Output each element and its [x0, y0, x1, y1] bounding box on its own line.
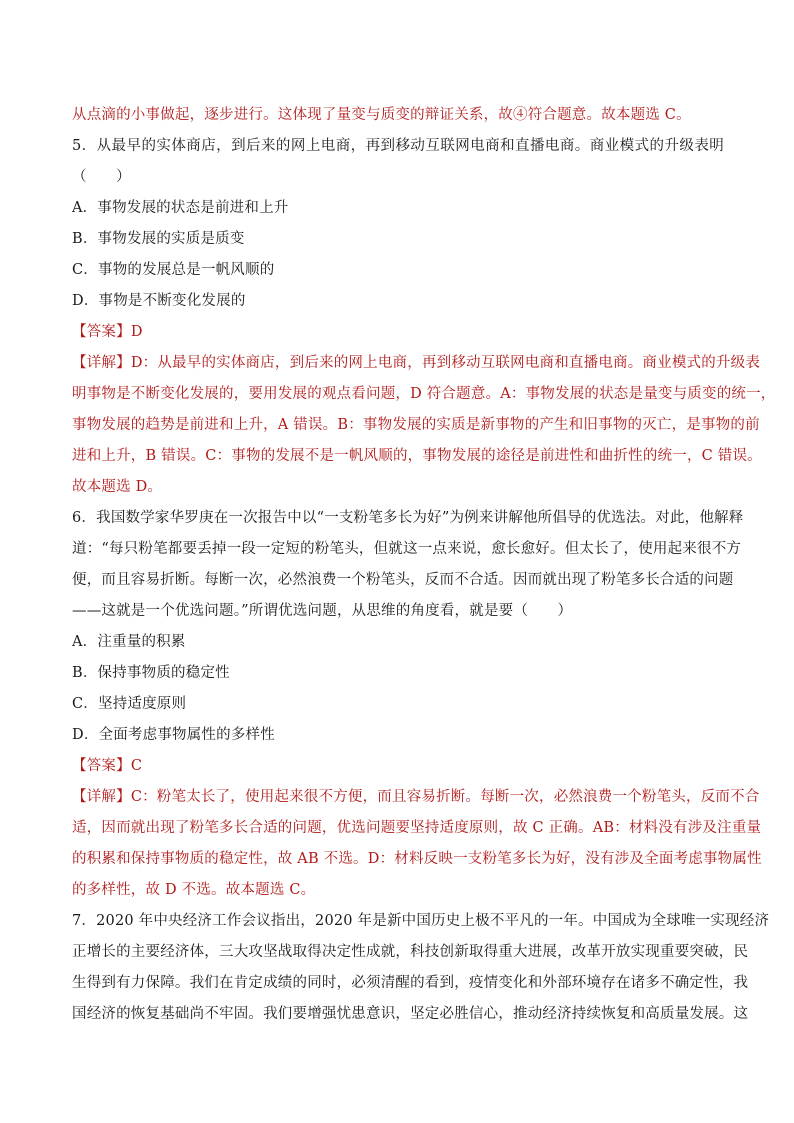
option-c: C．坚持适度原则 — [72, 696, 187, 712]
option-a: A．注重量的积累 — [72, 634, 186, 650]
document-page — [72, 100, 776, 1030]
detail-line: 进和上升，B 错误。C：事物的发展不是一帆风顺的，事物发展的途径是前进性和曲折性的统一，C 错误。 — [72, 448, 762, 464]
detail-line: 故本题选 D。 — [72, 479, 163, 495]
detail-tag: 【详解】 — [72, 355, 131, 371]
question-stem-line: 正增长的主要经济体，三大攻坚战取得决定性成就，科技创新取得重大进展，改革开放实现重要突破，民 — [72, 944, 749, 960]
question-stem-line: ——这就是一个优选问题。”所谓优选问题，从思维的角度看，就是要（ ） — [72, 603, 573, 619]
answer-line — [72, 317, 724, 348]
detail-line — [72, 782, 760, 813]
question-stem-line: 5．从最早的实体商店，到后来的网上电商，再到移动互联网电商和直播电商。商业模式的升级表明 — [72, 138, 724, 154]
option-b: B．事物发展的实质是质变 — [72, 231, 245, 247]
question-stem-line: 道：“每只粉笔都要丢掉一段一定短的粉笔头，但就这一点来说，愈长愈好。但太长了，使用起来很不方 — [72, 541, 742, 557]
detail-tag: 【详解】 — [72, 789, 131, 805]
detail-line — [72, 348, 761, 379]
answer-value: D — [130, 324, 143, 340]
option-a: A．事物发展的状态是前进和上升 — [72, 200, 289, 216]
answer-tag: 【答案】 — [72, 758, 131, 774]
option-b: B．保持事物质的稳定性 — [72, 665, 230, 681]
detail-text: C：粉笔太长了，使用起来很不方便，而且容易折断。每断一次，必然浪费一个粉笔头，反而不合 — [130, 789, 760, 805]
continuation-line: 从点滴的小事做起，逐步进行。这体现了量变与质变的辩证关系，故④符合题意。故本题选 C。 — [72, 107, 691, 123]
question-6 — [72, 503, 762, 906]
answer-value: C — [130, 758, 143, 774]
detail-line: 事物发展的趋势是前进和上升，A 错误。B：事物发展的实质是新事物的产生和旧事物的灭亡，是事物的前 — [72, 417, 760, 433]
detail-line: 的多样性，故 D 不选。故本题选 C。 — [72, 882, 316, 898]
question-stem-line: 国经济的恢复基础尚不牢固。我们要增强忧患意识，坚定必胜信心，推动经济持续恢复和高质量发展。这 — [72, 1006, 749, 1022]
question-stem-line: （ ） — [72, 169, 131, 185]
answer-line — [72, 751, 724, 782]
option-c: C．事物的发展总是一帆风顺的 — [72, 262, 275, 278]
detail-line: 的积累和保持事物质的稳定性，故 AB 不选。D：材料反映一支粉笔多长为好，没有涉及全面考虑事物属性 — [72, 851, 762, 867]
question-stem-line: 生得到有力保障。我们在肯定成绩的同时，必须清醒的看到，疫情变化和外部环境存在诸多不确定性，我 — [72, 975, 749, 991]
question-5 — [72, 131, 776, 503]
question-stem-line: 7．2020 年中央经济工作会议指出，2020 年是新中国历史上极不平凡的一年。中国成为全球唯一实现经济 — [72, 913, 770, 929]
detail-text: D：从最早的实体商店，到后来的网上电商，再到移动互联网电商和直播电商。商业模式的升级表 — [130, 355, 761, 371]
question-stem-line: 6．我国数学家华罗庚在一次报告中以“一支粉笔多长为好”为例来讲解他所倡导的优选法。对此，他解释 — [72, 510, 744, 526]
question-7 — [72, 906, 770, 1030]
option-d: D．事物是不断变化发展的 — [72, 293, 246, 309]
option-d: D．全面考虑事物属性的多样性 — [72, 727, 275, 743]
question-stem-line: 便，而且容易折断。每断一次，必然浪费一个粉笔头，反而不合适。因而就出现了粉笔多长合适的问题 — [72, 572, 734, 588]
answer-tag: 【答案】 — [72, 324, 131, 340]
detail-line: 适，因而就出现了粉笔多长合适的问题，优选问题要坚持适度原则，故 C 正确。AB：材料没有涉及注重量 — [72, 820, 762, 836]
detail-line: 明事物是不断变化发展的，要用发展的观点看问题，D 符合题意。A：事物发展的状态是量变与质变的统一， — [72, 386, 776, 402]
